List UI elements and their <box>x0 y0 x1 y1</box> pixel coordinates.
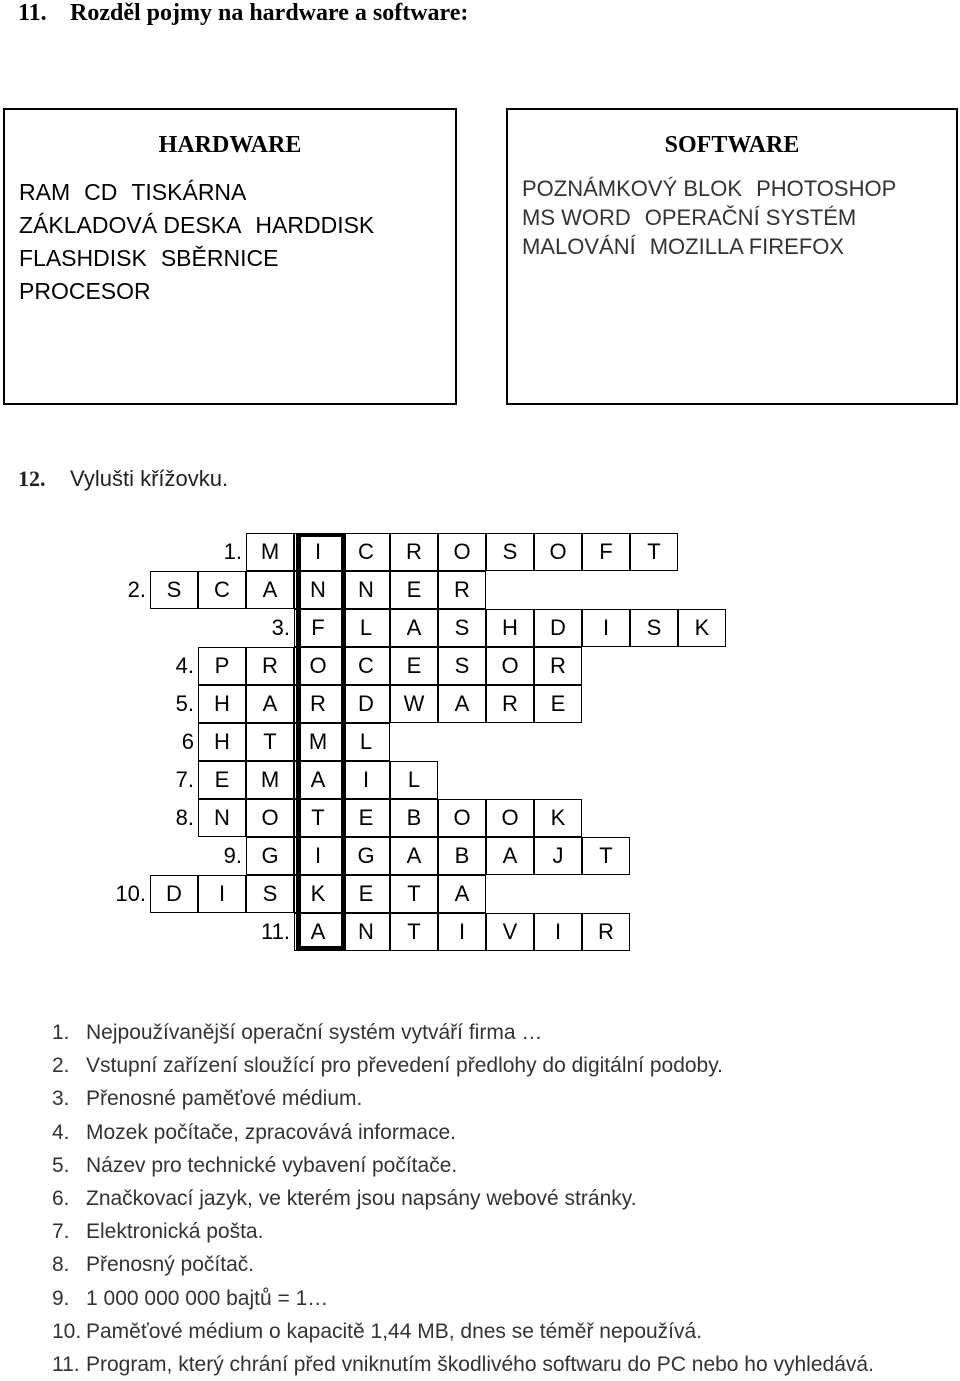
crossword-cell: D <box>342 685 390 723</box>
crossword-row-number: 6 <box>181 729 194 754</box>
software-box <box>506 108 958 405</box>
clue-text: Název pro technické vybavení počítače. <box>86 1153 458 1177</box>
crossword-cell: A <box>390 837 438 875</box>
clue-item <box>52 1348 874 1381</box>
crossword-cell: A <box>390 609 438 647</box>
crossword-row-number: 7. <box>175 767 194 792</box>
hardware-item: RAM <box>19 179 71 205</box>
hardware-line <box>19 209 388 242</box>
task-11-heading <box>18 0 468 27</box>
clue-item <box>52 1282 328 1315</box>
crossword-cell: H <box>486 609 534 647</box>
software-item: MALOVÁNÍ <box>522 234 636 259</box>
crossword-cell: A <box>246 571 294 609</box>
task-12-number: 12. <box>18 466 46 491</box>
clue-item <box>52 1248 254 1281</box>
crossword-cell: T <box>246 723 294 761</box>
clue-text: 1 000 000 000 bajtů = 1… <box>86 1286 329 1310</box>
crossword-cell: K <box>678 609 726 647</box>
task-11-text: Rozděl pojmy na hardware a software: <box>70 0 469 26</box>
clue-item <box>52 1082 362 1115</box>
crossword-cell: A <box>294 761 342 799</box>
software-item: PHOTOSHOP <box>756 176 897 201</box>
crossword-cell: F <box>294 609 342 647</box>
crossword-cell: R <box>294 685 342 723</box>
crossword-cell: O <box>438 799 486 837</box>
crossword-cell: N <box>294 571 342 609</box>
software-line <box>522 174 910 203</box>
crossword-cell: A <box>294 913 342 951</box>
crossword-cell: H <box>198 723 246 761</box>
crossword-cell: I <box>294 837 342 875</box>
clue-text: Značkovací jazyk, ve kterém jsou napsány webové stránky. <box>86 1187 637 1210</box>
hardware-line <box>19 242 388 275</box>
hardware-line <box>19 275 388 308</box>
crossword-row-number: 9. <box>223 843 242 868</box>
clue-item <box>52 1016 542 1049</box>
clue-number: 7. <box>52 1220 70 1244</box>
crossword-cell: H <box>198 685 246 723</box>
crossword-cell: E <box>390 571 438 609</box>
crossword-row-number: 3. <box>271 615 290 640</box>
task-12-text: Vylušti křížovku. <box>70 466 229 491</box>
hardware-item: CD <box>84 179 118 205</box>
task-11-number: 11. <box>18 0 47 26</box>
crossword-cell: R <box>438 571 486 609</box>
crossword-cell: R <box>486 685 534 723</box>
crossword-cell: F <box>582 533 630 571</box>
clue-number: 11. <box>52 1353 80 1376</box>
crossword-cell: O <box>438 533 486 571</box>
task-12-heading <box>18 466 228 492</box>
clue-text: Program, který chrání před vniknutím škodlivého softwaru do PC nebo ho vyhledává. <box>86 1353 874 1376</box>
crossword-cell: O <box>246 799 294 837</box>
clue-item <box>52 1049 723 1082</box>
crossword-cell: G <box>246 837 294 875</box>
crossword-cell: K <box>534 799 582 837</box>
crossword-cell: S <box>438 609 486 647</box>
clue-text: Mozek počítače, zpracovává informace. <box>86 1120 457 1144</box>
crossword-cell: R <box>582 913 630 951</box>
clue-text: Nejpoužívanější operační systém vytváří firma … <box>86 1021 543 1044</box>
crossword-cell: A <box>486 837 534 875</box>
clue-text: Vstupní zařízení sloužící pro převedení předlohy do digitální podoby. <box>86 1054 724 1078</box>
crossword-row-number: 5. <box>175 691 194 716</box>
crossword-cell: I <box>342 761 390 799</box>
crossword-cell: E <box>342 799 390 837</box>
crossword-cell: E <box>198 761 246 799</box>
crossword-cell: O <box>294 647 342 685</box>
hardware-line <box>19 176 388 209</box>
clue-number: 8. <box>52 1253 70 1277</box>
software-items <box>522 174 910 261</box>
crossword-cell: I <box>534 913 582 951</box>
clue-item <box>52 1315 702 1348</box>
crossword-cell: O <box>534 533 582 571</box>
hardware-item: HARDDISK <box>255 212 375 238</box>
crossword-cell: S <box>630 609 678 647</box>
software-title: SOFTWARE <box>664 132 800 158</box>
crossword-cell: M <box>246 533 294 571</box>
crossword-cell: C <box>198 571 246 609</box>
crossword-row-number: 1. <box>223 539 242 564</box>
crossword-cell: P <box>198 647 246 685</box>
crossword-cell: N <box>198 799 246 837</box>
crossword-cell: D <box>534 609 582 647</box>
hardware-items <box>19 176 388 308</box>
crossword-cell: E <box>534 685 582 723</box>
crossword-cell: I <box>198 875 246 913</box>
clue-number: 1. <box>52 1021 70 1044</box>
software-item: MOZILLA FIREFOX <box>649 234 845 259</box>
crossword-cell: B <box>390 799 438 837</box>
crossword-cell: L <box>390 761 438 799</box>
clue-number: 2. <box>52 1054 70 1078</box>
hardware-item: SBĚRNICE <box>160 245 279 271</box>
crossword-cell: C <box>342 533 390 571</box>
crossword-cell: T <box>390 875 438 913</box>
hardware-box <box>3 108 457 405</box>
crossword-cell: E <box>342 875 390 913</box>
crossword-cell: L <box>342 723 390 761</box>
crossword-cell: T <box>294 799 342 837</box>
hardware-item: TISKÁRNA <box>131 179 247 205</box>
software-item: POZNÁMKOVÝ BLOK <box>522 176 743 201</box>
crossword-cell: J <box>534 837 582 875</box>
clue-text: Přenosné paměťové médium. <box>86 1087 363 1111</box>
crossword-cell: A <box>438 685 486 723</box>
crossword-cell: S <box>150 571 198 609</box>
crossword-cell: T <box>630 533 678 571</box>
clue-number: 5. <box>52 1153 70 1177</box>
crossword-cell: N <box>342 913 390 951</box>
crossword-cell: D <box>150 875 198 913</box>
software-line <box>522 203 910 232</box>
hardware-item: ZÁKLADOVÁ DESKA <box>19 212 242 238</box>
crossword-cell: S <box>438 647 486 685</box>
crossword-cell: N <box>342 571 390 609</box>
crossword-cell: G <box>342 837 390 875</box>
clue-number: 10. <box>52 1319 82 1343</box>
crossword-cell: T <box>582 837 630 875</box>
hardware-item: PROCESOR <box>19 278 151 304</box>
crossword-row-number: 8. <box>175 805 194 830</box>
crossword-cell: I <box>294 533 342 571</box>
crossword-cell: S <box>246 875 294 913</box>
clue-number: 4. <box>52 1120 70 1144</box>
crossword-cell: K <box>294 875 342 913</box>
crossword-cell: V <box>486 913 534 951</box>
crossword-cell: B <box>438 837 486 875</box>
clue-item <box>52 1215 263 1248</box>
crossword-cell: M <box>246 761 294 799</box>
crossword-row-number: 11. <box>261 919 290 944</box>
software-line <box>522 232 910 261</box>
clue-number: 6. <box>52 1187 70 1210</box>
clue-item <box>52 1149 457 1182</box>
clue-number: 9. <box>52 1286 70 1310</box>
crossword-cell: R <box>246 647 294 685</box>
clue-text: Elektronická pošta. <box>86 1220 264 1244</box>
crossword-cell: E <box>390 647 438 685</box>
crossword-row-number: 2. <box>127 577 146 602</box>
crossword-cell: T <box>390 913 438 951</box>
crossword-cell: W <box>390 685 438 723</box>
crossword-cell: A <box>246 685 294 723</box>
crossword-row-number: 10. <box>115 881 146 906</box>
clue-number: 3. <box>52 1087 70 1111</box>
software-item: MS WORD <box>522 205 631 230</box>
crossword-cell: O <box>486 799 534 837</box>
clue-text: Přenosný počítač. <box>86 1253 255 1277</box>
crossword-cell: I <box>582 609 630 647</box>
crossword-row-number: 4. <box>175 653 194 678</box>
clue-text: Paměťové médium o kapacitě 1,44 MB, dnes se téměř nepoužívá. <box>86 1319 703 1343</box>
crossword-cell: M <box>294 723 342 761</box>
crossword-cell: A <box>438 875 486 913</box>
software-item: OPERAČNÍ SYSTÉM <box>644 205 857 230</box>
clue-item <box>52 1182 637 1215</box>
crossword-cell: R <box>390 533 438 571</box>
hardware-item: FLASHDISK <box>19 245 147 271</box>
hardware-title: HARDWARE <box>158 132 302 158</box>
crossword-cell: R <box>534 647 582 685</box>
crossword-cell: S <box>486 533 534 571</box>
crossword-cell: I <box>438 913 486 951</box>
crossword-cell: L <box>342 609 390 647</box>
crossword-cell: O <box>486 647 534 685</box>
clue-item <box>52 1116 456 1149</box>
crossword-cell: C <box>342 647 390 685</box>
